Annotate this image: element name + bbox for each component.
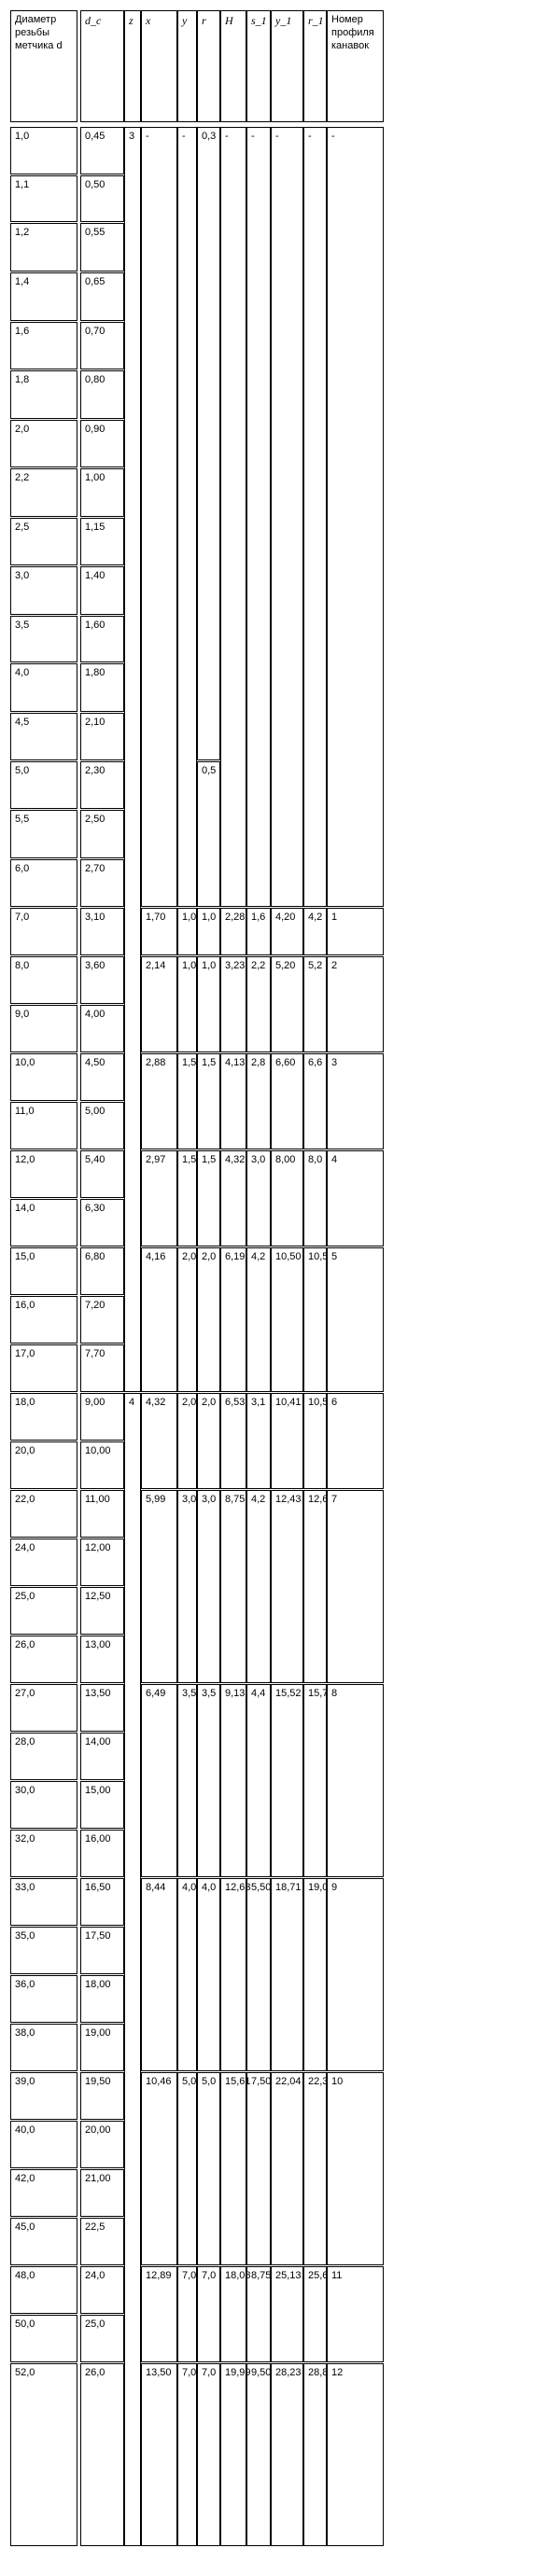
H-cell: 6,19 — [220, 1247, 246, 1392]
s1-cell: 8,75 — [246, 2266, 271, 2362]
y1-cell: 25,13 — [271, 2266, 303, 2362]
dc-cell: 2,70 — [80, 859, 124, 907]
r1-cell: 28,8 — [303, 2363, 327, 2546]
y-cell: 3,5 — [177, 1684, 197, 1877]
r1-cell: 22,3 — [303, 2072, 327, 2265]
dc-cell: 0,70 — [80, 322, 124, 369]
profile-number-cell: 8 — [327, 1684, 384, 1877]
header-z: z — [124, 10, 141, 122]
header-dc: d_c — [80, 10, 124, 122]
dc-cell: 0,45 — [80, 127, 124, 174]
r-cell: 2,0 — [197, 1393, 220, 1489]
r1-cell: 12,6 — [303, 1490, 327, 1683]
y-cell: 1,0 — [177, 908, 197, 955]
diameter-cell: 16,0 — [10, 1296, 77, 1344]
x-cell: 6,49 — [141, 1684, 177, 1877]
dc-cell: 10,00 — [80, 1441, 124, 1489]
dc-cell: 16,00 — [80, 1830, 124, 1877]
s1-cell: 3,1 — [246, 1393, 271, 1489]
x-cell: 4,16 — [141, 1247, 177, 1392]
dc-cell: 2,30 — [80, 761, 124, 809]
diameter-cell: 45,0 — [10, 2218, 77, 2265]
dc-cell: 19,50 — [80, 2072, 124, 2120]
y1-cell: 12,43 — [271, 1490, 303, 1683]
profile-number-cell: 3 — [327, 1053, 384, 1149]
dc-cell: 14,00 — [80, 1733, 124, 1780]
x-cell: 2,14 — [141, 956, 177, 1052]
diameter-cell: 4,0 — [10, 663, 77, 712]
s1-cell: 5,50 — [246, 1878, 271, 2071]
r-cell: 1,5 — [197, 1150, 220, 1246]
s1-cell: 2,2 — [246, 956, 271, 1052]
dc-cell: 1,80 — [80, 663, 124, 712]
r1-cell: 25,6 — [303, 2266, 327, 2362]
profile-number-cell: - — [327, 127, 384, 907]
y-cell: 5,0 — [177, 2072, 197, 2265]
dc-cell: 12,00 — [80, 1539, 124, 1586]
diameter-cell: 7,0 — [10, 908, 77, 955]
diameter-cell: 52,0 — [10, 2363, 77, 2546]
s1-cell: 2,8 — [246, 1053, 271, 1149]
diameter-cell: 2,5 — [10, 518, 77, 565]
diameter-cell: 5,0 — [10, 761, 77, 809]
dc-cell: 0,55 — [80, 223, 124, 272]
diameter-cell: 14,0 — [10, 1199, 77, 1246]
H-cell: 2,28 — [220, 908, 246, 955]
profile-number-cell: 9 — [327, 1878, 384, 2071]
y-cell: 4,0 — [177, 1878, 197, 2071]
dc-cell: 12,50 — [80, 1587, 124, 1635]
header-r1: r_1 — [303, 10, 327, 122]
diameter-cell: 11,0 — [10, 1102, 77, 1149]
s1-cell: 4,4 — [246, 1684, 271, 1877]
H-cell: - — [220, 127, 246, 907]
dc-cell: 1,15 — [80, 518, 124, 565]
diameter-cell: 36,0 — [10, 1975, 77, 2023]
header-y: y — [177, 10, 197, 122]
s1-cell: 3,0 — [246, 1150, 271, 1246]
diameter-cell: 1,0 — [10, 127, 77, 174]
r-cell: 5,0 — [197, 2072, 220, 2265]
x-cell: 1,70 — [141, 908, 177, 955]
s1-cell: 4,2 — [246, 1490, 271, 1683]
profile-number-cell: 4 — [327, 1150, 384, 1246]
s1-cell: 1,6 — [246, 908, 271, 955]
y1-cell: 10,50 — [271, 1247, 303, 1392]
diameter-cell: 18,0 — [10, 1393, 77, 1441]
s1-cell: 9,50 — [246, 2363, 271, 2546]
dc-cell: 19,00 — [80, 2024, 124, 2071]
diameter-cell: 9,0 — [10, 1005, 77, 1052]
x-cell: 13,50 — [141, 2363, 177, 2546]
y1-cell: 15,52 — [271, 1684, 303, 1877]
y-cell: 3,0 — [177, 1490, 197, 1683]
x-cell: 12,89 — [141, 2266, 177, 2362]
dc-cell: 0,65 — [80, 272, 124, 321]
dc-cell: 0,90 — [80, 420, 124, 467]
diameter-cell: 3,5 — [10, 616, 77, 662]
x-cell: - — [141, 127, 177, 907]
r1-cell: 6,6 — [303, 1053, 327, 1149]
dc-cell: 3,10 — [80, 908, 124, 955]
profile-number-cell: 5 — [327, 1247, 384, 1392]
dc-cell: 7,20 — [80, 1296, 124, 1344]
r-cell: 0,5 — [197, 761, 220, 907]
header-r: r — [197, 10, 220, 122]
H-cell: 4,32 — [220, 1150, 246, 1246]
diameter-cell: 40,0 — [10, 2121, 77, 2168]
r-cell: 1,0 — [197, 956, 220, 1052]
dc-cell: 1,00 — [80, 468, 124, 517]
r-cell: 7,0 — [197, 2266, 220, 2362]
r1-cell: 4,2 — [303, 908, 327, 955]
y-cell: 2,0 — [177, 1393, 197, 1489]
diameter-cell: 35,0 — [10, 1927, 77, 1974]
H-cell: 19,99 — [220, 2363, 246, 2546]
r1-cell: 10,5 — [303, 1393, 327, 1489]
x-cell: 2,97 — [141, 1150, 177, 1246]
y-cell: 7,0 — [177, 2266, 197, 2362]
header-y1: y_1 — [271, 10, 303, 122]
dc-cell: 9,00 — [80, 1393, 124, 1441]
dc-cell: 1,60 — [80, 616, 124, 662]
y1-cell: 18,71 — [271, 1878, 303, 2071]
r1-cell: 15,7 — [303, 1684, 327, 1877]
H-cell: 18,08 — [220, 2266, 246, 2362]
profile-number-cell: 11 — [327, 2266, 384, 2362]
y1-cell: 10,41 — [271, 1393, 303, 1489]
profile-number-cell: 10 — [327, 2072, 384, 2265]
dc-cell: 2,50 — [80, 810, 124, 858]
y-cell: 1,0 — [177, 956, 197, 1052]
diameter-cell: 24,0 — [10, 1539, 77, 1586]
diameter-cell: 33,0 — [10, 1878, 77, 1926]
diameter-cell: 1,2 — [10, 223, 77, 272]
diameter-cell: 25,0 — [10, 1587, 77, 1635]
s1-cell: 4,2 — [246, 1247, 271, 1392]
y-cell: - — [177, 127, 197, 907]
H-cell: 8,75 — [220, 1490, 246, 1683]
x-cell: 8,44 — [141, 1878, 177, 2071]
y1-cell: 28,23 — [271, 2363, 303, 2546]
profile-number-cell: 7 — [327, 1490, 384, 1683]
diameter-cell: 30,0 — [10, 1781, 77, 1829]
dc-cell: 17,50 — [80, 1927, 124, 1974]
header-s1: s_1 — [246, 10, 271, 122]
diameter-cell: 28,0 — [10, 1733, 77, 1780]
H-cell: 4,13 — [220, 1053, 246, 1149]
diameter-cell: 32,0 — [10, 1830, 77, 1877]
H-cell: 3,23 — [220, 956, 246, 1052]
dc-cell: 5,40 — [80, 1150, 124, 1198]
dc-cell: 5,00 — [80, 1102, 124, 1149]
r-cell: 7,0 — [197, 2363, 220, 2546]
profile-number-cell: 12 — [327, 2363, 384, 2546]
dc-cell: 15,00 — [80, 1781, 124, 1829]
diameter-cell: 12,0 — [10, 1150, 77, 1198]
header-x: x — [141, 10, 177, 122]
y-cell: 1,5 — [177, 1150, 197, 1246]
r-cell: 2,0 — [197, 1247, 220, 1392]
diameter-cell: 17,0 — [10, 1344, 77, 1392]
dc-cell: 7,70 — [80, 1344, 124, 1392]
r1-cell: 8,0 — [303, 1150, 327, 1246]
diameter-cell: 50,0 — [10, 2315, 77, 2362]
r1-cell: 5,2 — [303, 956, 327, 1052]
dc-cell: 22,5 — [80, 2218, 124, 2265]
diameter-cell: 22,0 — [10, 1490, 77, 1538]
diameter-cell: 39,0 — [10, 2072, 77, 2120]
dc-cell: 4,00 — [80, 1005, 124, 1052]
diameter-cell: 6,0 — [10, 859, 77, 907]
x-cell: 5,99 — [141, 1490, 177, 1683]
diameter-cell: 3,0 — [10, 566, 77, 615]
x-cell: 10,46 — [141, 2072, 177, 2265]
z-cell: 3 — [124, 127, 141, 1392]
y1-cell: 8,00 — [271, 1150, 303, 1246]
s1-cell: - — [246, 127, 271, 907]
dc-cell: 4,50 — [80, 1053, 124, 1101]
diameter-cell: 2,0 — [10, 420, 77, 467]
s1-cell: 7,50 — [246, 2072, 271, 2265]
r1-cell: 10,5 — [303, 1247, 327, 1392]
r-cell: 0,3 — [197, 127, 220, 760]
diameter-cell: 27,0 — [10, 1684, 77, 1732]
header-diameter: Диаметр резьбы метчика d — [10, 10, 77, 122]
y-cell: 7,0 — [177, 2363, 197, 2546]
diameter-cell: 26,0 — [10, 1636, 77, 1683]
y1-cell: 22,04 — [271, 2072, 303, 2265]
y-cell: 2,0 — [177, 1247, 197, 1392]
dc-cell: 20,00 — [80, 2121, 124, 2168]
header-profile-number: Номер профиля канавок — [327, 10, 384, 122]
dc-cell: 2,10 — [80, 713, 124, 760]
diameter-cell: 1,6 — [10, 322, 77, 369]
H-cell: 15,61 — [220, 2072, 246, 2265]
r-cell: 3,0 — [197, 1490, 220, 1683]
diameter-cell: 38,0 — [10, 2024, 77, 2071]
diameter-cell: 48,0 — [10, 2266, 77, 2314]
diameter-cell: 8,0 — [10, 956, 77, 1004]
diameter-cell: 20,0 — [10, 1441, 77, 1489]
dc-cell: 25,0 — [80, 2315, 124, 2362]
diameter-cell: 2,2 — [10, 468, 77, 517]
H-cell: 12,63 — [220, 1878, 246, 2071]
r-cell: 4,0 — [197, 1878, 220, 2071]
diameter-cell: 4,5 — [10, 713, 77, 760]
dc-cell: 26,0 — [80, 2363, 124, 2546]
dc-cell: 13,00 — [80, 1636, 124, 1683]
profile-number-cell: 1 — [327, 908, 384, 955]
dc-cell: 24,0 — [80, 2266, 124, 2314]
y-cell: 1,5 — [177, 1053, 197, 1149]
dc-cell: 3,60 — [80, 956, 124, 1004]
dc-cell: 21,00 — [80, 2169, 124, 2217]
y1-cell: - — [271, 127, 303, 907]
r-cell: 1,5 — [197, 1053, 220, 1149]
diameter-cell: 42,0 — [10, 2169, 77, 2217]
dc-cell: 6,80 — [80, 1247, 124, 1295]
r1-cell: 19,0 — [303, 1878, 327, 2071]
dc-cell: 1,40 — [80, 566, 124, 615]
x-cell: 2,88 — [141, 1053, 177, 1149]
dc-cell: 11,00 — [80, 1490, 124, 1538]
r-cell: 1,0 — [197, 908, 220, 955]
y1-cell: 4,20 — [271, 908, 303, 955]
profile-number-cell: 2 — [327, 956, 384, 1052]
diameter-cell: 1,4 — [10, 272, 77, 321]
r-cell: 3,5 — [197, 1684, 220, 1877]
H-cell: 6,53 — [220, 1393, 246, 1489]
diameter-cell: 5,5 — [10, 810, 77, 858]
dc-cell: 16,50 — [80, 1878, 124, 1926]
diameter-cell: 1,8 — [10, 370, 77, 419]
dc-cell: 18,00 — [80, 1975, 124, 2023]
dc-cell: 13,50 — [80, 1684, 124, 1732]
y1-cell: 5,20 — [271, 956, 303, 1052]
diameter-cell: 1,1 — [10, 175, 77, 222]
x-cell: 4,32 — [141, 1393, 177, 1489]
z-cell: 4 — [124, 1393, 141, 2546]
r1-cell: - — [303, 127, 327, 907]
profile-number-cell: 6 — [327, 1393, 384, 1489]
y1-cell: 6,60 — [271, 1053, 303, 1149]
dc-cell: 0,50 — [80, 175, 124, 222]
H-cell: 9,13 — [220, 1684, 246, 1877]
header-H: H — [220, 10, 246, 122]
diameter-cell: 15,0 — [10, 1247, 77, 1295]
diameter-cell: 10,0 — [10, 1053, 77, 1101]
dc-cell: 0,80 — [80, 370, 124, 419]
dc-cell: 6,30 — [80, 1199, 124, 1246]
